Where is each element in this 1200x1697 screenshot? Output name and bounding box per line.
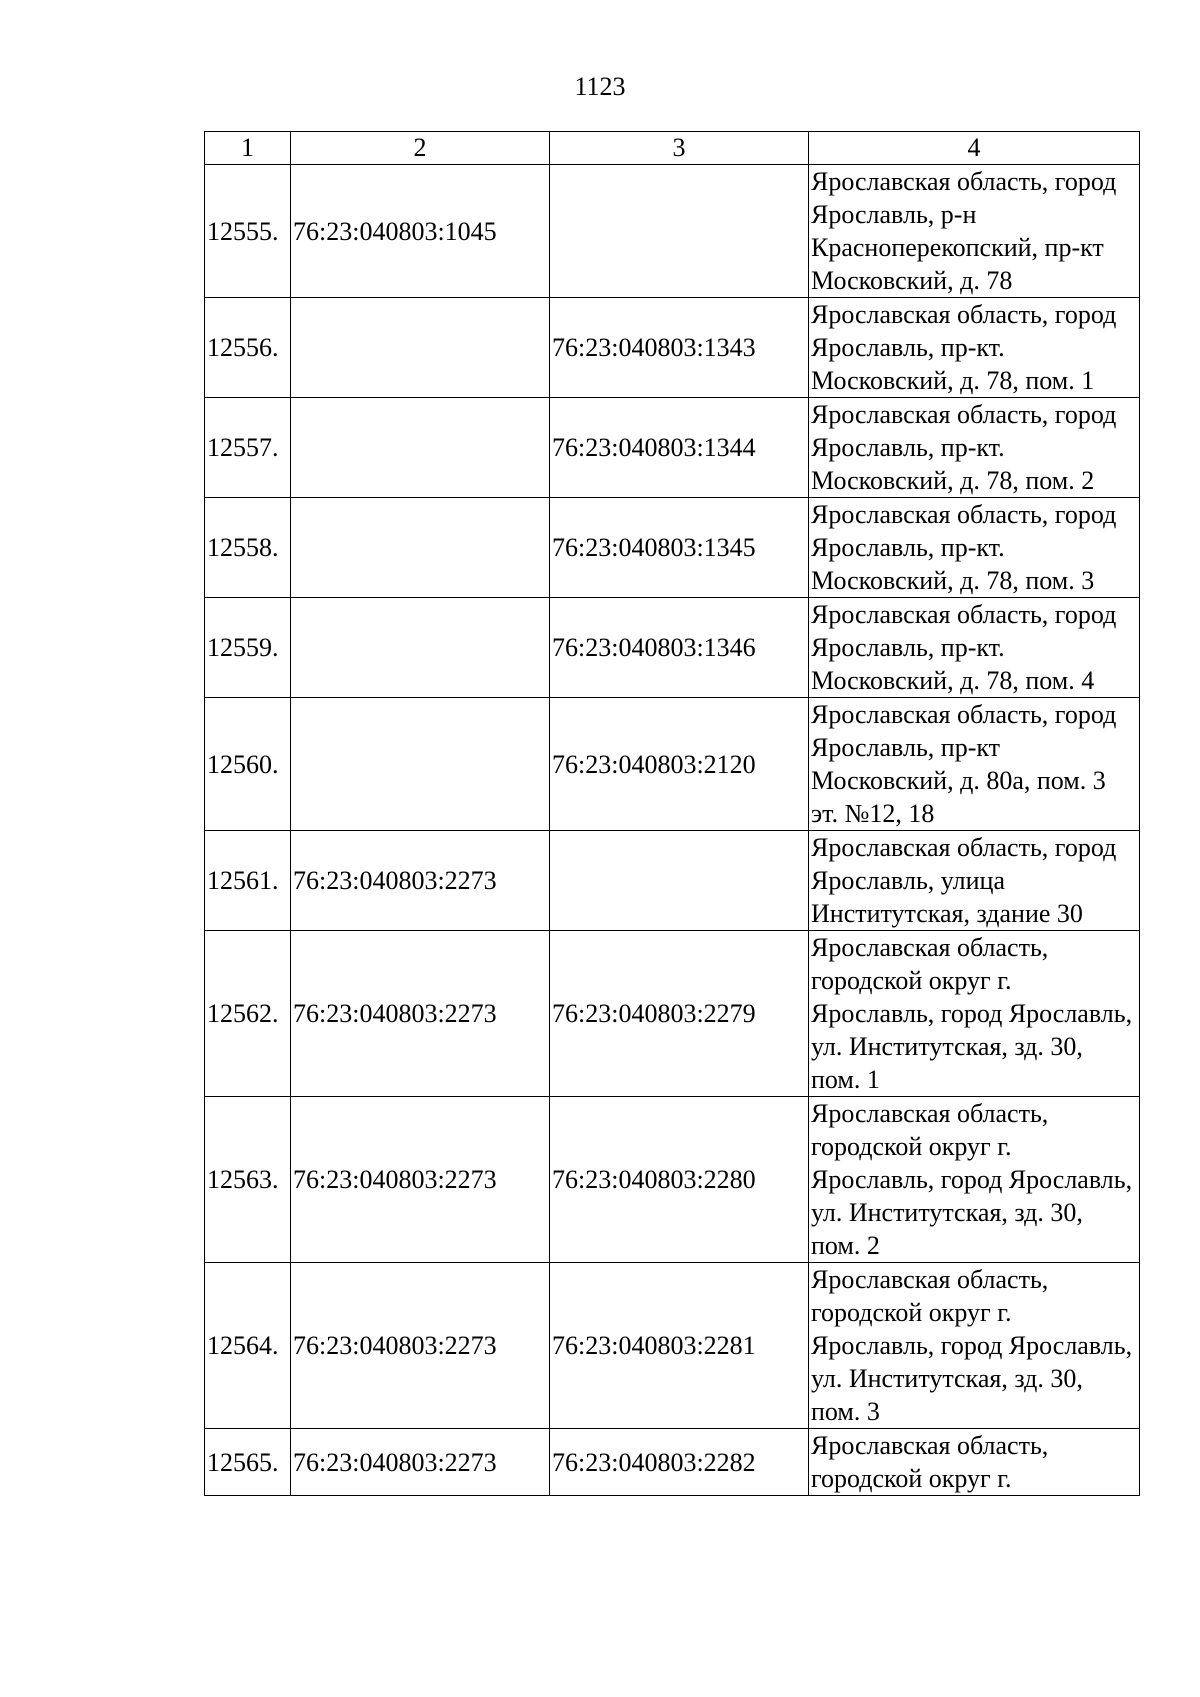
cadastral-number-building [291, 598, 550, 698]
cadastral-number-building: 76:23:040803:2273 [291, 1429, 550, 1496]
address: Ярославская область, город Ярославль, пр-кт. Московский, д. 78, пом. 1 [809, 298, 1140, 398]
cadastral-number-premises: 76:23:040803:2282 [550, 1429, 809, 1496]
header-col-4: 4 [809, 132, 1140, 165]
table-row [205, 698, 1140, 831]
cadastral-number-premises: 76:23:040803:2279 [550, 931, 809, 1097]
row-number: 12560. [205, 698, 291, 831]
table-row [205, 598, 1140, 698]
cadastral-number-building: 76:23:040803:1045 [291, 165, 550, 298]
cadastral-number-premises: 76:23:040803:2120 [550, 698, 809, 831]
address: Ярославская область, город Ярославль, улица Институтская, здание 30 [809, 831, 1140, 931]
cadastral-number-building: 76:23:040803:2273 [291, 931, 550, 1097]
cadastral-number-building [291, 298, 550, 398]
table-row [205, 1097, 1140, 1263]
cadastral-number-premises: 76:23:040803:2280 [550, 1097, 809, 1263]
cadastral-number-building: 76:23:040803:2273 [291, 1263, 550, 1429]
row-number: 12555. [205, 165, 291, 298]
header-col-2: 2 [291, 132, 550, 165]
address: Ярославская область, город Ярославль, пр-кт Московский, д. 80а, пом. 3 эт. №12, 18 [809, 698, 1140, 831]
address: Ярославская область, городской округ г. Ярославль, город Ярославль, ул. Институтская, зд. 30, пом. 1 [809, 931, 1140, 1097]
cadastral-number-premises: 76:23:040803:1346 [550, 598, 809, 698]
cadastral-number-building [291, 398, 550, 498]
header-col-3: 3 [550, 132, 809, 165]
cadastral-number-premises: 76:23:040803:1344 [550, 398, 809, 498]
cadastral-number-building: 76:23:040803:2273 [291, 831, 550, 931]
cadastral-number-premises [550, 165, 809, 298]
row-number: 12562. [205, 931, 291, 1097]
address: Ярославская область, город Ярославль, р-н Красноперекопский, пр-кт Московский, д. 78 [809, 165, 1140, 298]
cadastral-number-premises: 76:23:040803:1343 [550, 298, 809, 398]
table-row [205, 1429, 1140, 1496]
header-col-1: 1 [205, 132, 291, 165]
table-row [205, 1263, 1140, 1429]
address: Ярославская область, городской округ г. [809, 1429, 1140, 1496]
address: Ярославская область, город Ярославль, пр-кт. Московский, д. 78, пом. 2 [809, 398, 1140, 498]
cadastral-number-premises [550, 831, 809, 931]
address: Ярославская область, городской округ г. Ярославль, город Ярославль, ул. Институтская, зд. 30, пом. 3 [809, 1263, 1140, 1429]
table-row [205, 498, 1140, 598]
row-number: 12558. [205, 498, 291, 598]
row-number: 12564. [205, 1263, 291, 1429]
table-row [205, 931, 1140, 1097]
row-number: 12565. [205, 1429, 291, 1496]
table-row [205, 831, 1140, 931]
cadastral-number-premises: 76:23:040803:1345 [550, 498, 809, 598]
header-row [205, 132, 1140, 165]
address: Ярославская область, город Ярославль, пр-кт. Московский, д. 78, пом. 3 [809, 498, 1140, 598]
table-row [205, 165, 1140, 298]
registry-table [204, 131, 1140, 1496]
table-row [205, 298, 1140, 398]
row-number: 12557. [205, 398, 291, 498]
address: Ярославская область, городской округ г. Ярославль, город Ярославль, ул. Институтская, зд. 30, пом. 2 [809, 1097, 1140, 1263]
cadastral-number-building [291, 698, 550, 831]
address: Ярославская область, город Ярославль, пр-кт. Московский, д. 78, пом. 4 [809, 598, 1140, 698]
page-number: 1123 [574, 72, 626, 101]
table-row [205, 398, 1140, 498]
row-number: 12559. [205, 598, 291, 698]
row-number: 12563. [205, 1097, 291, 1263]
cadastral-number-premises: 76:23:040803:2281 [550, 1263, 809, 1429]
row-number: 12556. [205, 298, 291, 398]
cadastral-number-building: 76:23:040803:2273 [291, 1097, 550, 1263]
row-number: 12561. [205, 831, 291, 931]
cadastral-number-building [291, 498, 550, 598]
